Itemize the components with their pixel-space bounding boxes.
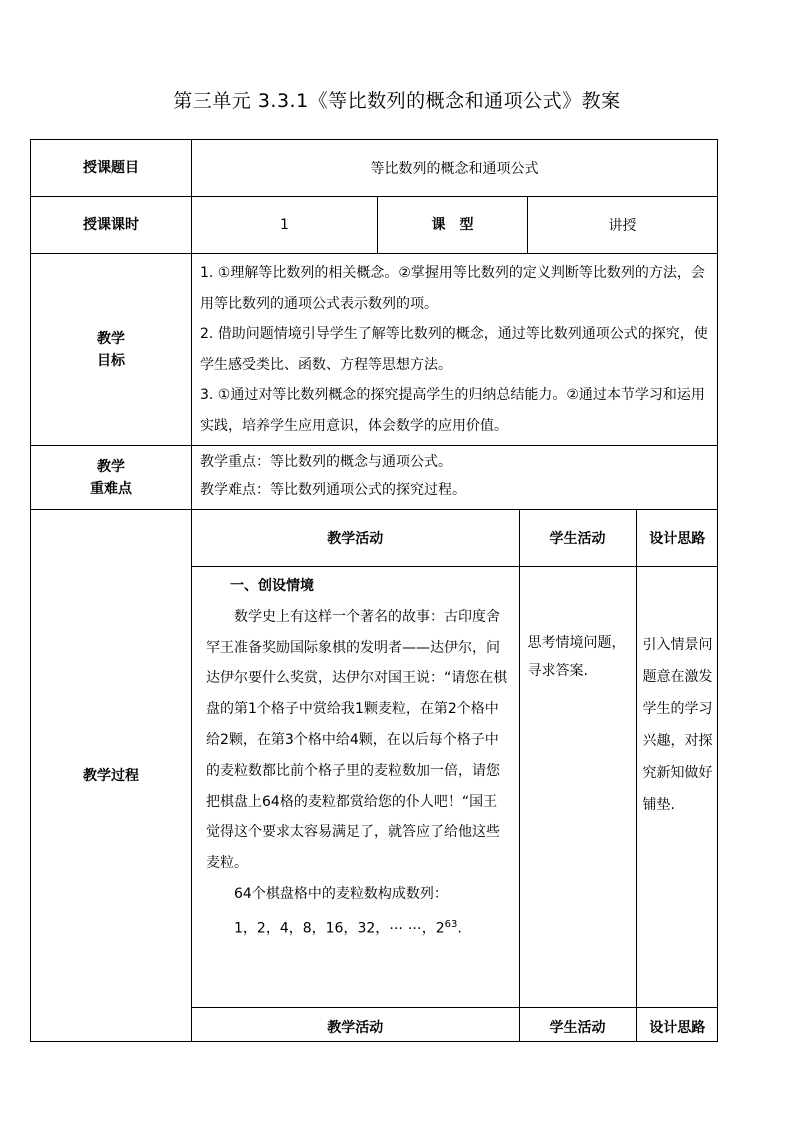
teacher-activity-header: 教学活动 (192, 510, 519, 567)
process-body-row (192, 567, 718, 1008)
process-header-row (192, 510, 718, 567)
teacher-activity-cell (192, 567, 519, 1008)
goals-label (31, 254, 192, 446)
student-activity-footer: 学生活动 (519, 1007, 636, 1041)
sequence-end: . (457, 920, 462, 937)
type-label: 课 型 (378, 197, 528, 254)
process-label: 教学过程 (31, 510, 192, 1042)
design-idea-footer: 设计思路 (636, 1007, 718, 1041)
topic-value: 等比数列的概念和通项公式 (192, 140, 718, 197)
goal-item-2: 2. 借助问题情境引导学生了解等比数列的概念，通过等比数列通项公式的探究，使学生感受类比、函数、方程等思想方法。 (200, 326, 708, 373)
goals-row (31, 254, 718, 446)
type-value: 讲授 (528, 197, 718, 254)
focus-label (31, 446, 192, 510)
hours-label: 授课课时 (31, 197, 192, 254)
process-table (192, 510, 718, 1041)
topic-label: 授课题目 (31, 140, 192, 197)
lesson-plan-table (30, 139, 718, 1042)
student-activity-cell: 思考情境问题，寻求答案. (519, 567, 636, 1008)
process-footer-row (192, 1007, 718, 1041)
focus-label-line1: 教学 (97, 458, 125, 475)
key-point: 教学重点：等比数列的概念与通项公式。 (200, 454, 452, 470)
section-title: 一、创设情境 (230, 578, 314, 594)
page-title: 第三单元 3.3.1《等比数列的概念和通项公式》教案 (173, 90, 621, 112)
goal-item-3: 3. ①通过对等比数列概念的探究提高学生的归纳总结能力。②通过本节学习和运用实践，培养学生应用意识，体会数学的应用价值。 (200, 387, 705, 434)
hours-row (31, 197, 718, 254)
teacher-activity-footer: 教学活动 (192, 1007, 519, 1041)
design-idea-cell: 引入情景问题意在激发学生的学习兴趣，对探究新知做好铺垫. (636, 567, 718, 1008)
process-row (31, 510, 718, 1042)
student-activity-header: 学生活动 (519, 510, 636, 567)
focus-label-line2: 重难点 (90, 480, 132, 497)
process-content (192, 510, 718, 1042)
goals-label-line2: 目标 (97, 352, 125, 369)
goals-content (192, 254, 718, 446)
sequence-line (206, 910, 511, 944)
sequence-intro: 64个棋盘格中的麦粒数构成数列： (234, 885, 448, 902)
story-paragraph: 数学史上有这样一个著名的故事：古印度舍罕王准备奖励国际象棋的发明者——达伊尔，问达伊尔要什么奖赏，达伊尔对国王说：“请您在棋盘的第1个格子中赏给我1颗麦粒，在第2个格中给2颗，在第3个格中给4颗，在以后每个格子中的麦粒数都比前个格子里的麦粒数加一倍，请您把棋盘上64格的麦粒都赏给您的仆人吧！“国王觉得这个要求太容易满足了，就答应了给他这些麦粒。 (206, 608, 508, 872)
focus-content (192, 446, 718, 510)
goal-item-1: 1. ①理解等比数列的相关概念。②掌握用等比数列的定义判断等比数列的方法，会用等比数列的通项公式表示数列的项。 (200, 265, 705, 312)
sequence-exponent: 63 (444, 918, 458, 930)
sequence-terms: 1，2，4，8，16，32，⋯ ⋯，2 (234, 920, 445, 937)
difficulty-point: 教学难点：等比数列通项公式的探究过程。 (200, 482, 466, 498)
focus-row (31, 446, 718, 510)
hours-value: 1 (192, 197, 378, 254)
topic-row (31, 140, 718, 197)
design-idea-header: 设计思路 (636, 510, 718, 567)
goals-label-line1: 教学 (97, 330, 125, 347)
